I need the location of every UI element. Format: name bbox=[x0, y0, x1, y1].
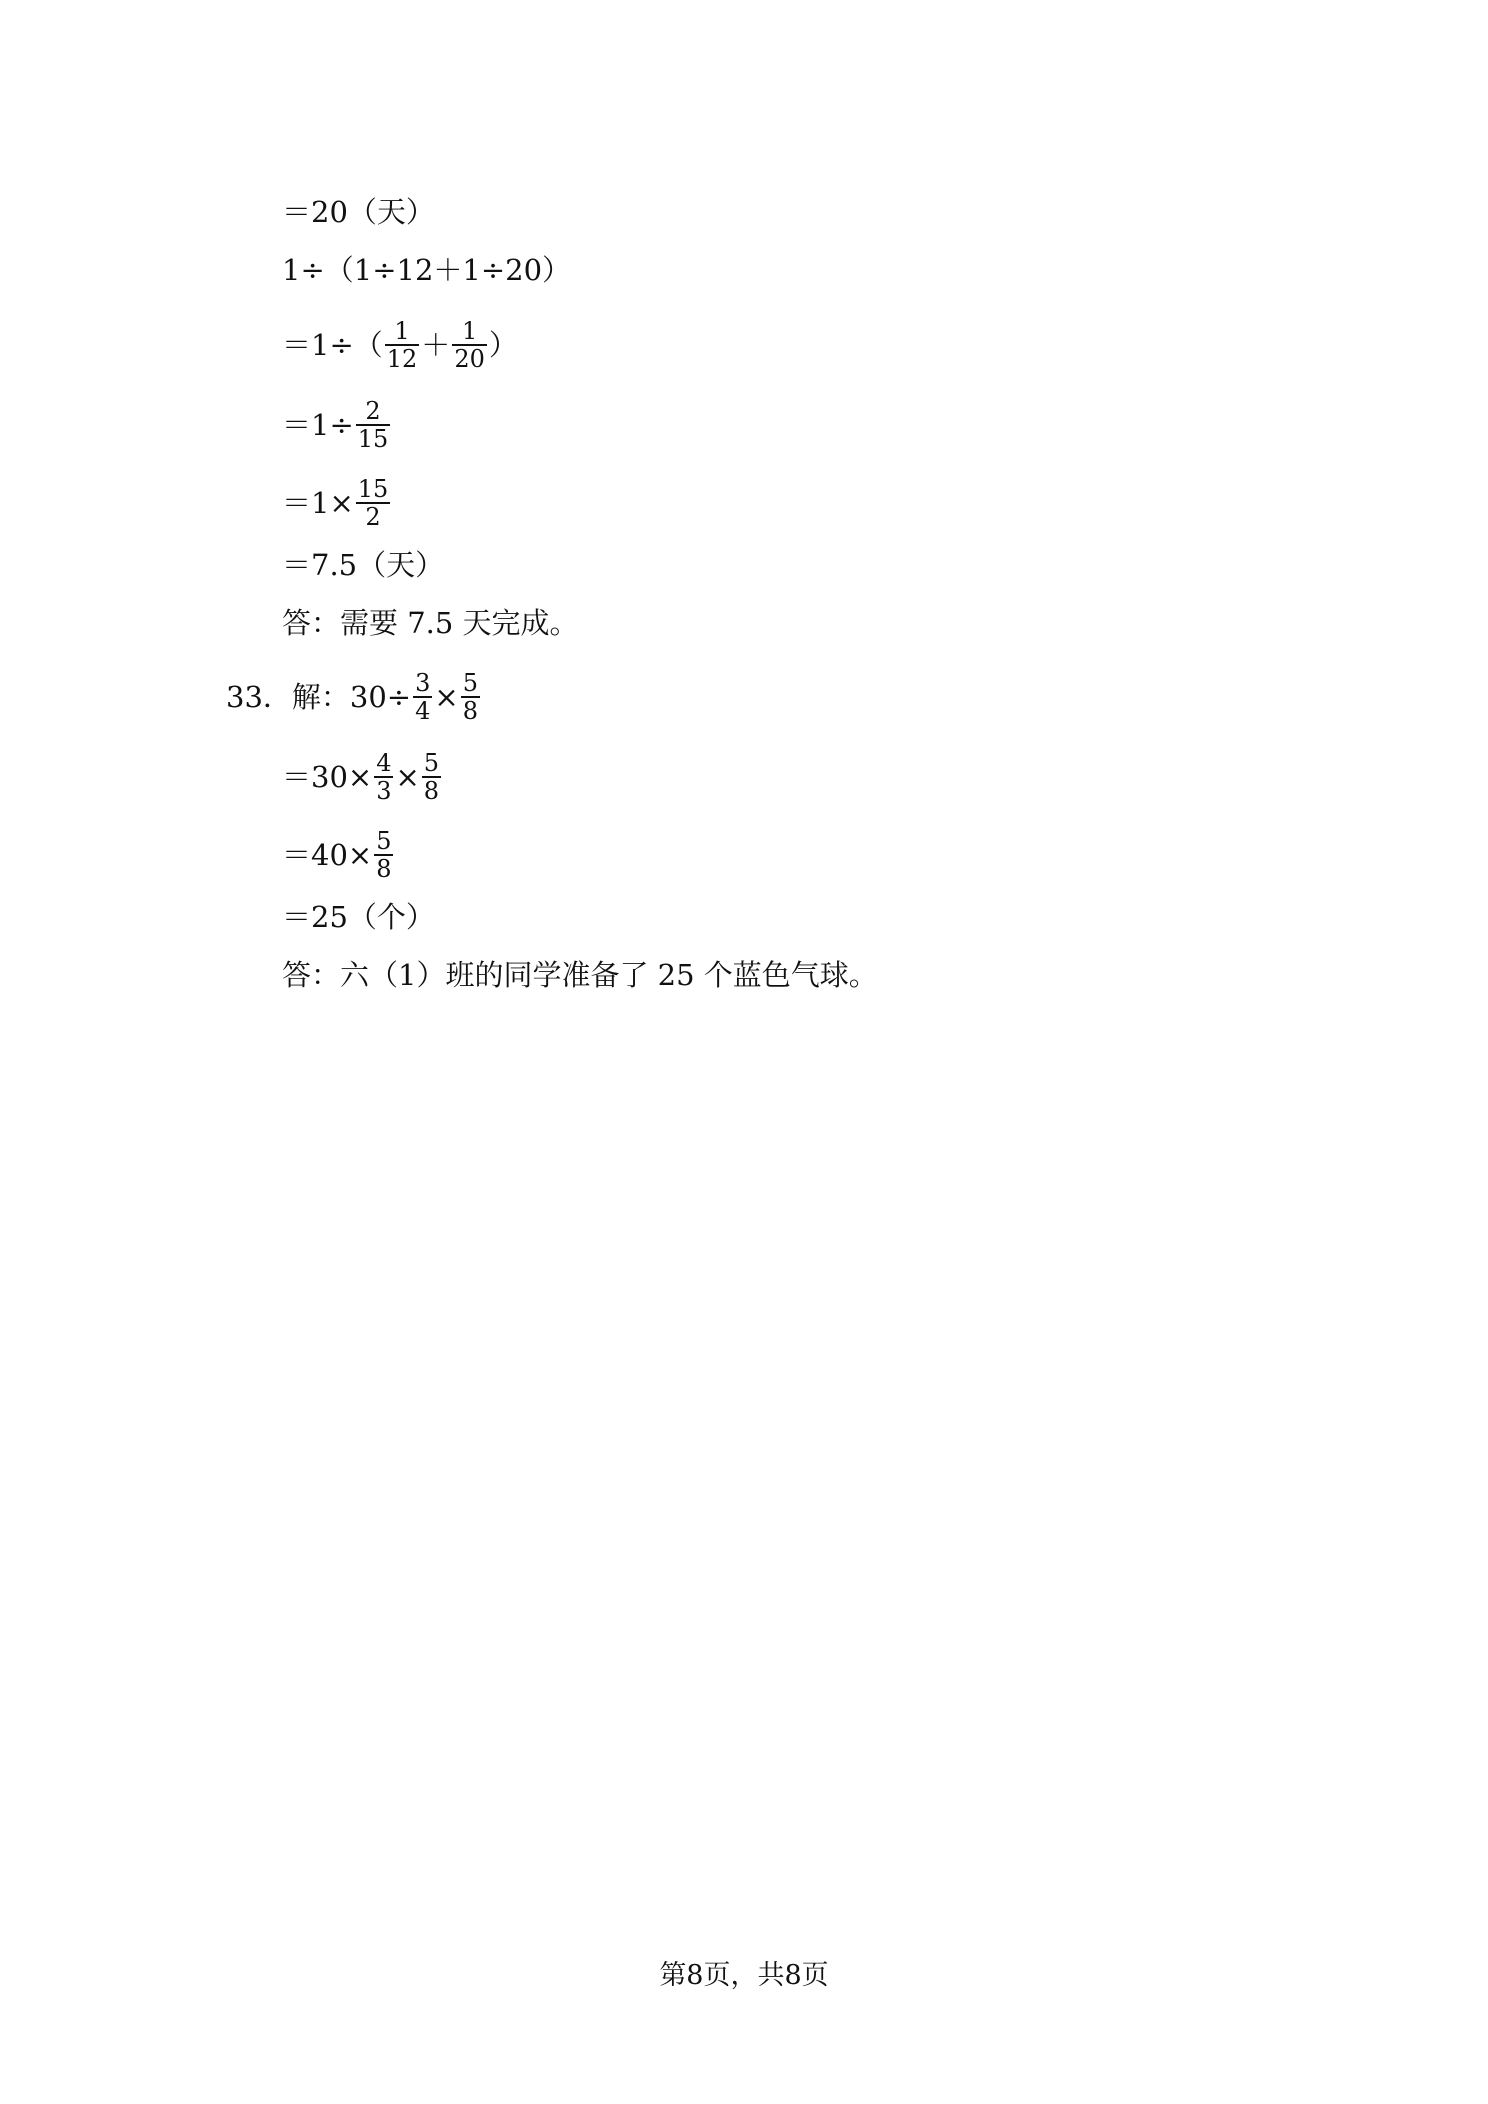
answer-line: 答：需要 7.5 天完成。 bbox=[282, 606, 579, 640]
question-number: 33．解： bbox=[226, 680, 350, 714]
fraction: $\frac{5}{8}$ bbox=[462, 669, 478, 725]
step-line: ＝7.5（天） bbox=[282, 548, 445, 582]
page-footer: 第8页，共8页 bbox=[659, 1960, 829, 1991]
fraction: $\frac{5}{8}$ bbox=[423, 749, 440, 805]
question-33-line: 33．解： 30÷ $\frac{3}{4}$ × $\frac{5}{8}$ bbox=[226, 669, 478, 725]
fraction: $\frac{1}{20}$ bbox=[454, 317, 485, 373]
answer-line: 答：六（1）班的同学准备了 25 个蓝色气球。 bbox=[282, 958, 878, 992]
step-line: ＝25（个） bbox=[282, 900, 435, 934]
step-line: ＝1÷（ $\frac{1}{12}$ ＋ $\frac{1}{20}$ ） bbox=[282, 317, 518, 373]
step-line: ＝1× $\frac{15}{2}$ bbox=[282, 475, 389, 531]
fraction: $\frac{5}{8}$ bbox=[376, 827, 392, 883]
fraction: $\frac{4}{3}$ bbox=[376, 749, 392, 805]
step-line: ＝30× $\frac{4}{3}$ × $\frac{5}{8}$ bbox=[282, 749, 440, 805]
fraction: $\frac{15}{2}$ bbox=[357, 475, 389, 531]
fraction: $\frac{3}{4}$ bbox=[415, 669, 431, 725]
step-line: ＝20（天） bbox=[282, 195, 435, 229]
step-line: ＝1÷ $\frac{2}{15}$ bbox=[282, 397, 389, 453]
step-line: 1÷（1÷12＋1÷20） bbox=[282, 253, 572, 287]
fraction: $\frac{2}{15}$ bbox=[357, 397, 389, 453]
fraction: $\frac{1}{12}$ bbox=[386, 317, 418, 373]
step-line: ＝40× $\frac{5}{8}$ bbox=[282, 827, 392, 883]
